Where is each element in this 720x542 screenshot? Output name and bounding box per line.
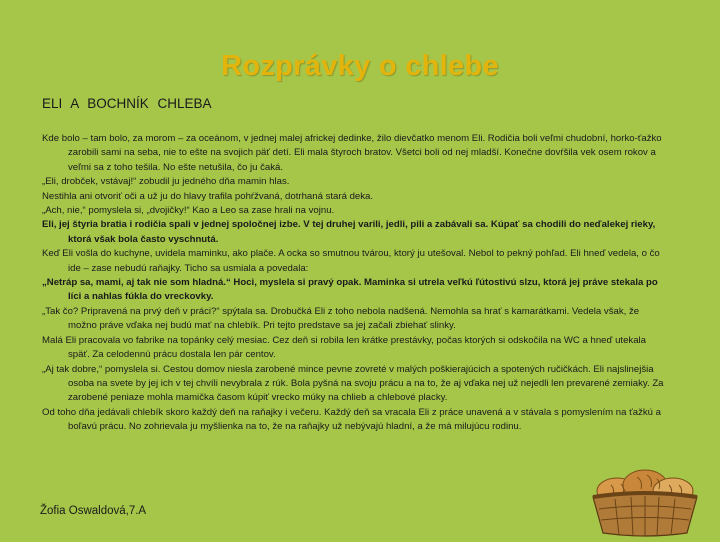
bread-basket-icon bbox=[585, 465, 705, 542]
story-paragraph: Keď Eli vošla do kuchyne, uvidela maminku, ako plače. A ocka so smutnou tvárou, ktorý ju utešoval. Nebol to pekný pohľad. Eli hneď vedela, o čo ide – zase nebudú raňajky. Ticho sa usmiala a povedala: bbox=[42, 248, 660, 274]
story-paragraph: Eli, jej štyria bratia i rodičia spali v jednej spoločnej izbe. V tej druhej varili, jedli, pili a zabávali sa. Kúpať sa chodili do neďalekej rieky, ktorá však bola často vyschnutá. bbox=[42, 219, 656, 245]
story-paragraph: „Tak čo? Pripravená na prvý deň v práci?“ spýtala sa. Drobučká Eli z toho nebola nadšená. Nemohla sa hrať s kamarátkami. Vedela však, že možno práve vďaka nej budú mať na chlebík. Pri tejto predstave sa jej začali zbiehať slinky. bbox=[42, 305, 640, 332]
story-paragraph: „Aj tak dobre,“ pomyslela si. Cestou domov niesla zarobené mince pevne zovreté v malých poškierajúcich a spotených ručičkách. Eli najslinejšia osoba na svete by jej ich v tej chvíli nevybrala z rúk. Bola pyšná na svoju prácu a na to, že aj vďaka nej už nejedli len prevarené zemiaky. Za zarobené peniaze mohla mamička časom kúpiť vrecko múky na chlieb a chlebové placky. bbox=[42, 363, 664, 404]
story-paragraph: „Eli, drobček, vstávaj!“ zobudil ju jedného dňa mamin hlas. bbox=[42, 176, 290, 188]
story-paragraph: Od toho dňa jedávali chlebík skoro každý deň na raňajky i večeru. Každý deň sa vracala Eli z práce unavená a v stávala s pomyslením na ťažkú a boľavú prácu. No zohrievala ju myšlienka na to, že na raňajky už nebývajú hladní, a že má milujúcu rodinu. bbox=[42, 406, 662, 433]
author-name: Žofia Oswaldová,7.A bbox=[40, 505, 147, 517]
page-title: Rozprávky o chlebe bbox=[221, 50, 499, 82]
story-text bbox=[40, 132, 668, 435]
story-paragraph: Nestihla ani otvoriť oči a už ju do hlavy trafila pohŕžvaná, dotrhaná stará deka. bbox=[42, 190, 374, 202]
story-paragraph: Kde bolo – tam bolo, za morom – za oceánom, v jednej malej africkej dedinke, žilo dievčatko menom Eli. Rodičia boli veľmi chudobní, horko-ťažko zarobili sami na seba, nie to ešte na svojich päť detí. Eli mala štyroch bratov. Všetci boli od nej mladší. Konečne dovŕšila vek osem rokov a veľmi sa z toho tešila. No ešte netušila, čo ju čaká. bbox=[42, 133, 662, 173]
story-paragraph: „Ach, nie,“ pomyslela si, „dvojičky!“ Kao a Leo sa zase hrali na vojnu. bbox=[42, 205, 335, 217]
story-heading: ELI A BOCHNÍK CHLEBA bbox=[42, 96, 212, 111]
story-paragraph: Malá Eli pracovala vo fabrike na topánky celý mesiac. Cez deň si robila len krátke prestávky, počas ktorých si odskočila na WC a hneď utekala späť. Za celodennú prácu dostala len pár centov. bbox=[42, 334, 647, 361]
story-paragraph: „Netráp sa, mami, aj tak nie som hladná.“ Hoci, myslela si pravý opak. Maminka si utrela veľkú ľútostivú slzu, ktorá jej práve stekala po líci a nahlas fúkla do vreckovky. bbox=[42, 277, 658, 303]
